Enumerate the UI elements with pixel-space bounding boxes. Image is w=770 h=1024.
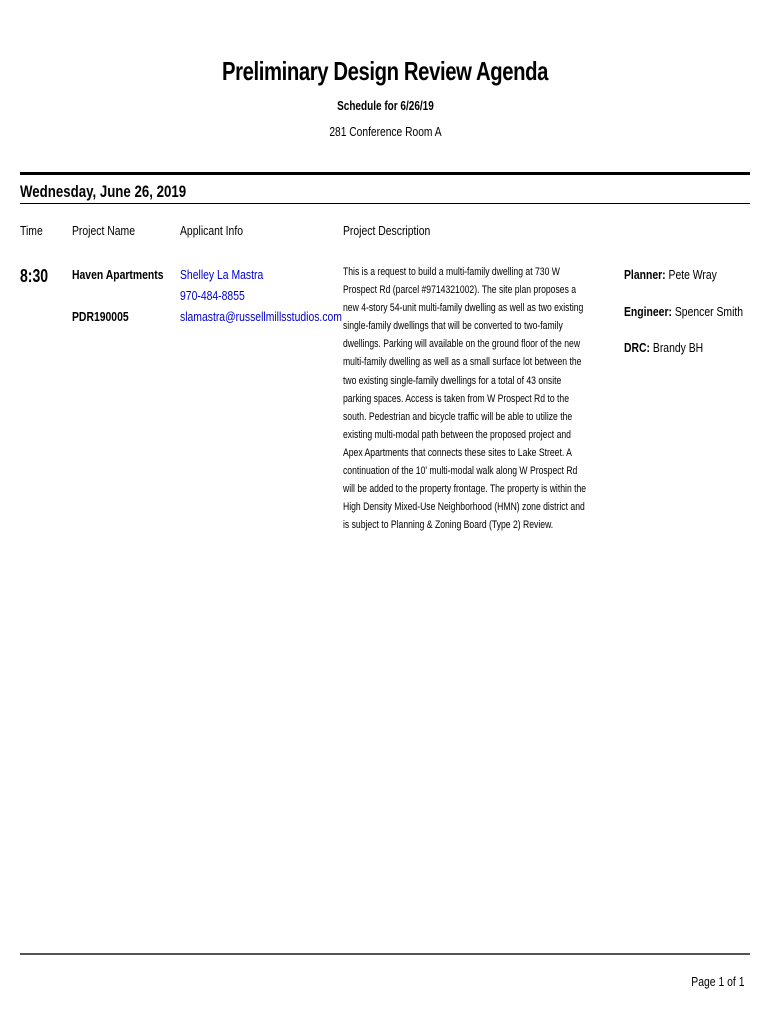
planner-field bbox=[624, 267, 740, 282]
column-header-project-name: Project Name bbox=[72, 223, 135, 238]
footer-divider bbox=[20, 953, 750, 955]
engineer-field bbox=[624, 304, 770, 319]
planner-value: Pete Wray bbox=[668, 267, 717, 282]
drc-label: DRC: bbox=[624, 340, 650, 355]
drc-field bbox=[624, 340, 723, 355]
top-divider bbox=[20, 172, 750, 175]
drc-value: Brandy BH bbox=[652, 340, 704, 355]
project-description: This is a request to build a multi-family dwelling at 730 W Prospect Rd (parcel #9714321002). The site plan proposes a new 4-story 54-unit multi-family dwelling as well as two existing single-family dwellings that will be converted to two-family dwellings. Parking will available on the ground floor of the new multi-family dwelling as well as a small surface lot between the two existing single-family dwellings for a total of 43 onsite parking spaces. Access is taken from W Prospect Rd to the south. Pedestrian and bicycle traffic will be able to utilize the existing multi-modal path between the proposed project and Apex Apartments that connects these sites to Lake Street. A continuation of the 10' multi-modal walk along W Prospect Rd will be added to the property frontage. The property is within the High Density Mixed-Use Neighborhood (HMN) zone district and is subject to Planning & Zoning Board (Type 2) Review. bbox=[343, 266, 587, 532]
column-header-project-description: Project Description bbox=[343, 223, 431, 238]
page-title: Preliminary Design Review Agenda bbox=[221, 56, 549, 86]
day-heading: Wednesday, June 26, 2019 bbox=[20, 182, 187, 201]
day-divider bbox=[20, 203, 750, 204]
engineer-value: Spencer Smith bbox=[674, 304, 744, 319]
column-header-time: Time bbox=[20, 223, 43, 238]
page-number: Page 1 of 1 bbox=[690, 974, 744, 989]
project-name: Haven Apartments bbox=[72, 267, 164, 282]
applicant-email-link[interactable]: slamastra@russellmillsstudios.com bbox=[180, 309, 342, 324]
room-label: 281 Conference Room A bbox=[328, 125, 442, 139]
item-time: 8:30 bbox=[20, 266, 49, 286]
applicant-name-link[interactable]: Shelley La Mastra bbox=[180, 267, 264, 282]
engineer-label: Engineer: bbox=[624, 304, 672, 319]
applicant-phone-link[interactable]: 970-484-8855 bbox=[180, 288, 245, 303]
column-header-applicant-info: Applicant Info bbox=[180, 223, 244, 238]
project-number: PDR190005 bbox=[72, 309, 129, 324]
planner-label: Planner: bbox=[624, 267, 666, 282]
schedule-subtitle: Schedule for 6/26/19 bbox=[336, 99, 434, 113]
